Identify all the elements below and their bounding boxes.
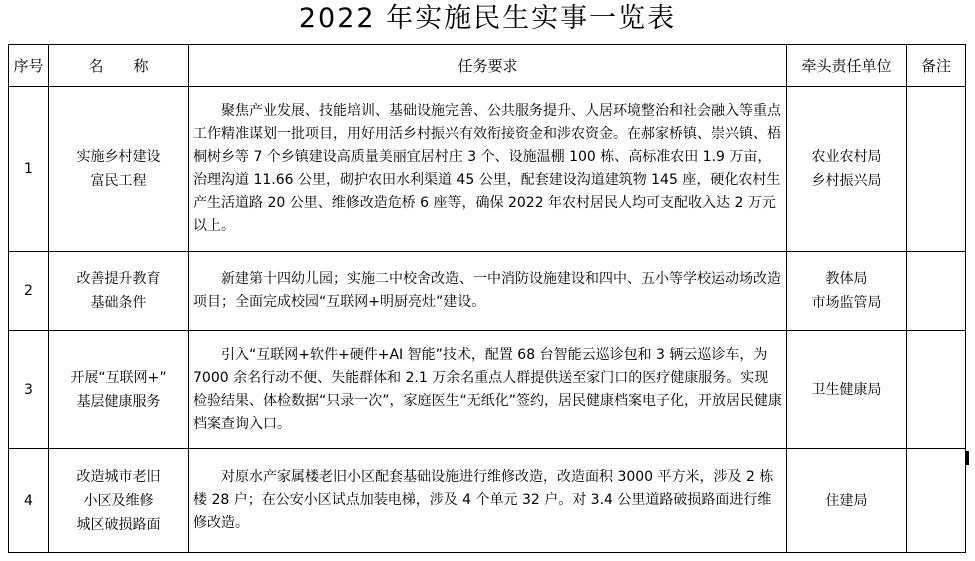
header-unit: 牵头责任单位 (787, 45, 907, 87)
row-unit-line: 卫生健康局 (811, 381, 882, 398)
header-name: 名 称 (49, 45, 189, 87)
row-unit (787, 252, 907, 331)
row-name-line: 基础条件 (90, 295, 147, 311)
row-index: 2 (9, 252, 49, 331)
row-name (49, 252, 189, 331)
table-row (9, 252, 966, 331)
row-task-text: 新建第十四幼儿园；实施二中校舍改造、一中消防设施建设和四中、五小等学校运动场改造项目；全面完成校园“互联网+明厨亮灶”建设。 (193, 271, 781, 310)
row-name-line: 开展“互联网+” (70, 369, 167, 386)
row-unit-line: 教体局 (825, 271, 868, 287)
row-unit-line: 乡村振兴局 (811, 173, 882, 189)
row-index: 3 (9, 331, 49, 449)
row-task (189, 449, 787, 553)
row-unit (787, 87, 907, 252)
row-unit-line: 市场监管局 (811, 295, 882, 311)
table-header-row (9, 45, 966, 87)
row-note (907, 449, 966, 553)
row-index: 1 (9, 87, 49, 252)
row-unit-line: 农业农村局 (811, 149, 882, 165)
row-task (189, 252, 787, 331)
header-task: 任务要求 (189, 45, 787, 87)
row-name-line: 改善提升教育 (76, 271, 161, 287)
page-title: 2022 年实施民生实事一览表 (298, 3, 677, 34)
row-task-text: 对原水产家属楼老旧小区配套基础设施进行维修改造，改造面积 3000 平方米，涉及 2 栋楼 28 户；在公安小区试点加装电梯，涉及 4 个单元 32 户。对 3.4 公里道路破损路面进行维修改造。 (193, 469, 774, 531)
row-name-line: 城区破损路面 (76, 516, 161, 533)
row-note (907, 252, 966, 331)
row-name-line: 富民工程 (90, 173, 147, 189)
row-name (49, 87, 189, 252)
row-name-line: 基层健康服务 (76, 393, 161, 410)
row-name-line: 小区及维修 (83, 492, 154, 509)
edge-mark (966, 451, 969, 465)
row-task-text: 聚焦产业发展、技能培训、基础设施完善、公共服务提升、人居环境整治和社会融入等重点工作精准谋划一批项目，用好用活乡村振兴有效衔接资金和涉农资金。在郝家桥镇、崇兴镇、梧桐树乡等 7 个乡镇建设高质量美丽宜居村庄 3 个、设施温棚 100 栋、高标准农田 1.9 万亩，治理沟道 11.66 公里，砌护农田水利渠道 45 公里，配套建设沟道建筑物 145 座，硬化农村生产生活道路 20 公里、维修改造危桥 6 座等，确保 2022 年农村居民人均可支配收入达 2 万元以上。 (193, 103, 781, 234)
row-task (189, 87, 787, 252)
projects-table (8, 44, 966, 553)
table-row (9, 331, 966, 449)
row-name (49, 331, 189, 449)
row-task (189, 331, 787, 449)
row-unit (787, 449, 907, 553)
row-unit (787, 331, 907, 449)
row-task-text: 引入“互联网+软件+硬件+AI 智能”技术，配置 68 台智能云巡诊包和 3 辆云巡诊车，为 7000 余名行动不便、失能群体和 2.1 万余名重点人群提供送至家门口的医疗健康服务。实现检验结果、体检数据“只录一次”，家庭医生“无纸化”签约，居民健康档案电子化，开放居民健康档案查询入口。 (193, 346, 783, 432)
table-row (9, 87, 966, 252)
table-row (9, 449, 966, 553)
row-index: 4 (9, 449, 49, 553)
row-name (49, 449, 189, 553)
header-note: 备注 (907, 45, 966, 87)
row-note (907, 331, 966, 449)
row-note (907, 87, 966, 252)
row-name-line: 改造城市老旧 (76, 468, 161, 485)
row-name-line: 实施乡村建设 (76, 149, 161, 165)
header-index: 序号 (9, 45, 49, 87)
row-unit-line: 住建局 (825, 492, 868, 509)
